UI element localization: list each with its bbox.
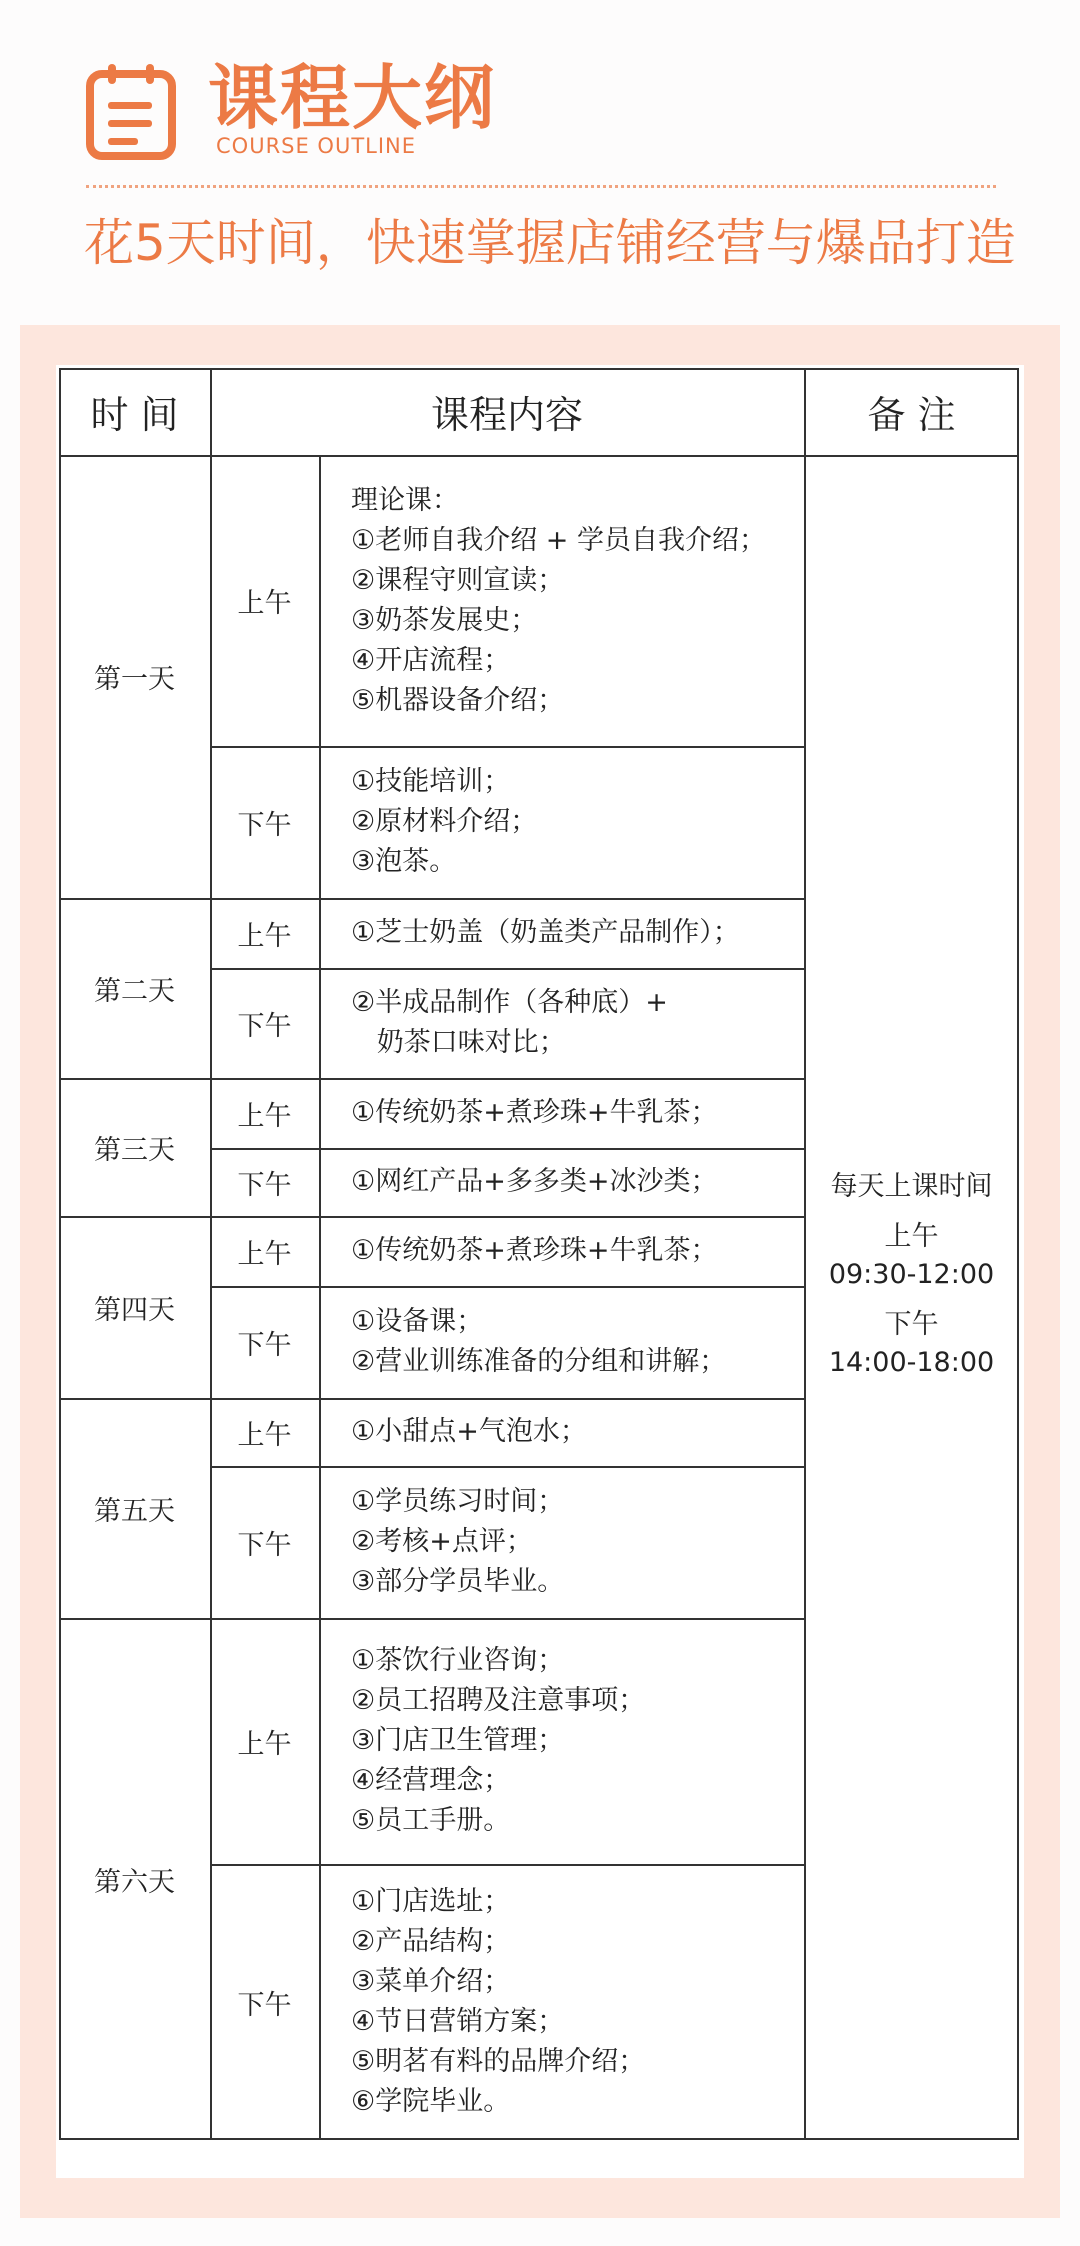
session-period: 上午 (237, 588, 292, 619)
page-subtitle: COURSE OUTLINE (216, 134, 417, 158)
session-period: 下午 (237, 1010, 292, 1042)
content-line: ①技能培训； (351, 766, 511, 797)
content-line: ②课程守则宣读； (351, 564, 565, 596)
session-content (351, 1412, 796, 1452)
session-content (351, 1231, 796, 1271)
dotted-divider (86, 185, 996, 188)
session-period: 上午 (237, 1419, 292, 1451)
content-line: ④经营理念； (351, 1765, 511, 1796)
session-period: 下午 (237, 1989, 292, 2021)
content-line: ⑤机器设备介绍； (351, 684, 565, 716)
content-line: 理论课： (351, 484, 459, 516)
content-line: ①传统奶茶+煮珍珠+牛乳茶； (351, 1235, 718, 1266)
column-divider-half (319, 455, 321, 2140)
session-content (351, 1882, 796, 2122)
content-line: ②营业训练准备的分组和讲解； (351, 1346, 727, 1377)
table-border-top (59, 368, 1019, 370)
content-line: ③门店卫生管理； (351, 1725, 565, 1756)
session-period: 上午 (237, 1100, 292, 1132)
slogan: 花5天时间，快速掌握店铺经营与爆品打造 (84, 214, 1016, 272)
content-line: ③泡茶。 (351, 846, 457, 877)
notepad-icon (86, 62, 176, 160)
header-content: 课程内容 (430, 393, 583, 437)
note-title: 每天上课时间 (830, 1171, 993, 1202)
session-period: 上午 (237, 1238, 292, 1270)
note-pm-time: 14:00-18:00 (828, 1347, 995, 1378)
content-line: ④节日营销方案； (351, 2006, 565, 2037)
content-line: ④开店流程； (351, 644, 511, 676)
session-content (351, 1641, 796, 1841)
session-period: 下午 (237, 1529, 292, 1561)
content-line: ①门店选址； (351, 1886, 511, 1917)
content-line: ②半成品制作（各种底）+ (351, 987, 668, 1018)
session-period: 下午 (237, 1169, 292, 1201)
schedule-note (804, 1168, 1019, 1382)
content-line: ③菜单介绍； (351, 1966, 511, 1997)
session-content (351, 913, 796, 953)
content-line: ①网红产品+多多类+冰沙类； (351, 1166, 718, 1197)
session-period: 上午 (237, 1728, 292, 1760)
session-period: 上午 (237, 920, 292, 952)
session-content (351, 1093, 796, 1133)
content-line: ③奶茶发展史； (351, 604, 538, 636)
course-table (59, 368, 1019, 2140)
content-line: ①传统奶茶+煮珍珠+牛乳茶； (351, 1097, 718, 1128)
note-am-time: 09:30-12:00 (828, 1259, 995, 1290)
content-line: ①小甜点+气泡水； (351, 1416, 587, 1447)
content-line: ⑥学院毕业。 (351, 2086, 511, 2117)
session-period: 下午 (237, 809, 292, 841)
content-line: ②员工招聘及注意事项； (351, 1685, 646, 1716)
note-am-label: 上午 (884, 1221, 939, 1252)
header-note: 备 注 (867, 393, 956, 437)
content-line: ①芝士奶盖（奶盖类产品制作）； (351, 917, 740, 948)
note-pm-label: 下午 (884, 1309, 939, 1340)
session-content (351, 983, 796, 1063)
content-line: ①设备课； (351, 1306, 484, 1337)
session-content (351, 1302, 796, 1382)
content-line: ②原材料介绍； (351, 806, 538, 837)
content-line: ①茶饮行业咨询； (351, 1645, 565, 1676)
page-title: 课程大纲 (208, 57, 496, 139)
content-line: 奶茶口味对比； (351, 1027, 566, 1058)
page-header (0, 0, 1080, 320)
session-period: 下午 (237, 1329, 292, 1361)
header-time: 时 间 (90, 393, 179, 437)
session-content (351, 1482, 796, 1602)
column-divider-note (804, 368, 806, 2140)
content-line: ⑤明茗有料的品牌介绍； (351, 2046, 646, 2077)
session-content (351, 1162, 796, 1202)
day-label: 第五天 (94, 1495, 175, 1527)
content-line: ①老师自我介绍 + 学员自我介绍； (351, 524, 766, 556)
session-content (351, 481, 796, 721)
table-border-right (1017, 368, 1019, 2140)
content-line: ①学员练习时间； (351, 1486, 565, 1517)
day-label: 第六天 (94, 1866, 175, 1898)
session-content (351, 762, 796, 882)
content-line: ③部分学员毕业。 (351, 1566, 565, 1597)
day-label: 第三天 (94, 1134, 175, 1166)
content-line: ⑤员工手册。 (351, 1805, 511, 1836)
content-line: ②考核+点评； (351, 1526, 533, 1557)
content-line: ②产品结构； (351, 1926, 511, 1957)
day-label: 第二天 (94, 975, 175, 1007)
day-label: 第四天 (94, 1294, 175, 1326)
day-label: 第一天 (94, 664, 175, 695)
